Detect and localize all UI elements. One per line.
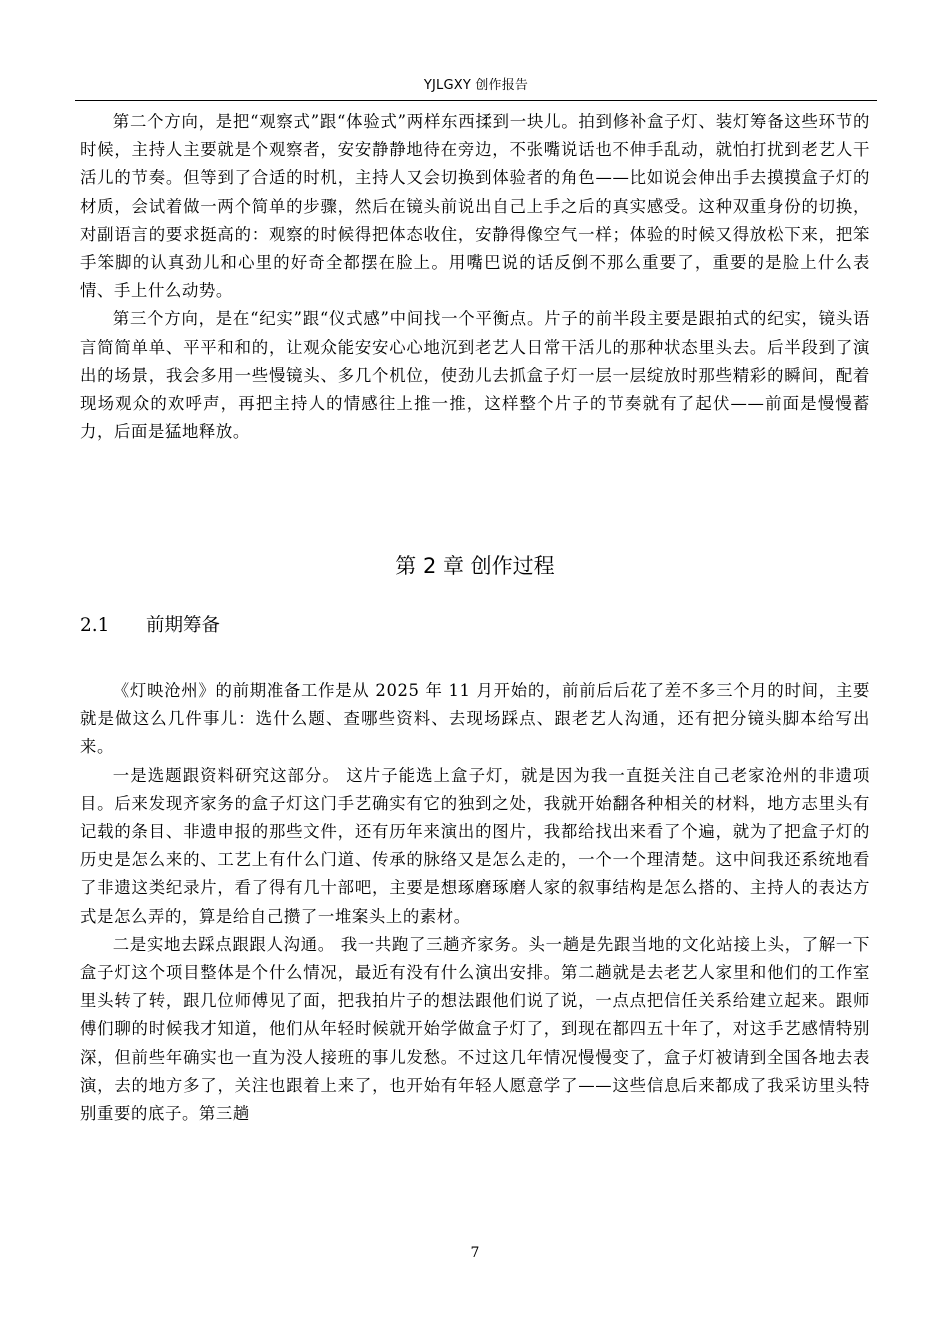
section-heading <box>80 612 220 640</box>
header-divider <box>75 100 877 101</box>
paragraph: 二是实地去踩点跟跟人沟通。 我一共跑了三趟齐家务。头一趟是先跟当地的文化站接上头，了解一下盒子灯这个项目整体是个什么情况，最近有没有什么演出安排。第二趟就是去老艺人家里和他们的工作室里头转了转，跟几位师傅见了面，把我拍片子的想法跟他们说了说，一点点把信任关系给建立起来。跟师傅们聊的时候我才知道，他们从年轻时候就开始学做盒子灯了，到现在都四五十年了，对这手艺感情特别深，但前些年确实也一直为没人接班的事儿发愁。不过这几年情况慢慢变了，盒子灯被请到全国各地去表演，去的地方多了，关注也跟着上来了，也开始有年轻人愿意学了——这些信息后来都成了我采访里头特别重要的底子。第三趟 <box>80 934 870 1124</box>
paragraph: 第三个方向，是在“纪实”跟“仪式感”中间找一个平衡点。片子的前半段主要是跟拍式的纪实，镜头语言简简单单、平平和和的，让观众能安安心心地沉到老艺人日常干活儿的那种状态里头去。后半段到了演出的场景，我会多用一些慢镜头、多几个机位，使劲儿去抓盒子灯一层一层绽放时那些精彩的瞬间，配着现场观众的欢呼声，再把主持人的情感往上推一推，这样整个片子的节奏就有了起伏——前面是慢慢蓄力，后面是猛地释放。 <box>80 309 870 442</box>
paragraph: 第二个方向，是把“观察式”跟“体验式”两样东西揉到一块儿。拍到修补盒子灯、装灯筹备这些环节的时候，主持人主要就是个观察者，安安静静地待在旁边，不张嘴说话也不伸手乱动，就怕打扰到老艺人干活儿的节奏。但等到了合适的时机，主持人又会切换到体验者的角色——比如说会伸出手去摸摸盒子灯的材质，会试着做一两个简单的步骤，然后在镜头前说出自己上手之后的真实感受。这种双重身份的切换，对副语言的要求挺高的：观察的时候得把体态收住，安静得像空气一样；体验的时候又得放松下来，把笨手笨脚的认真劲儿和心里的好奇全都摆在脸上。用嘴巴说的话反倒不那么重要了，重要的是脸上什么表情、手上什么动势。 <box>80 112 870 301</box>
running-header: YJLGXY 创作报告 <box>423 78 529 93</box>
body-text-top <box>80 108 870 446</box>
section-title: 前期筹备 <box>146 615 221 636</box>
paragraph: 《灯映沧州》的前期准备工作是从 2025 年 11 月开始的，前前后后花了差不多三个月的时间，主要就是做这么几件事儿：选什么题、查哪些资料、去现场踩点、跟老艺人沟通，还有把分镜头脚本给写出来。 <box>80 681 870 757</box>
chapter-title: 第 2 章 创作过程 <box>395 554 555 578</box>
section-number: 2.1 <box>80 615 110 636</box>
body-text-bottom <box>80 677 870 1128</box>
page-number: 7 <box>470 1245 480 1261</box>
paragraph: 一是选题跟资料研究这部分。 这片子能选上盒子灯，就是因为我一直挺关注自己老家沧州的非遗项目。后来发现齐家务的盒子灯这门手艺确实有它的独到之处，我就开始翻各种相关的材料，地方志里头有记载的条目、非遗申报的那些文件，还有历年来演出的图片，我都给找出来看了个遍，就为了把盒子灯的历史是怎么来的、工艺上有什么门道、传承的脉络又是怎么走的，一个一个理清楚。这中间我还系统地看了非遗这类纪录片，看了得有几十部吧，主要是想琢磨琢磨人家的叙事结构是怎么搭的、主持人的表达方式是怎么弄的，算是给自己攒了一堆案头上的素材。 <box>80 765 870 926</box>
